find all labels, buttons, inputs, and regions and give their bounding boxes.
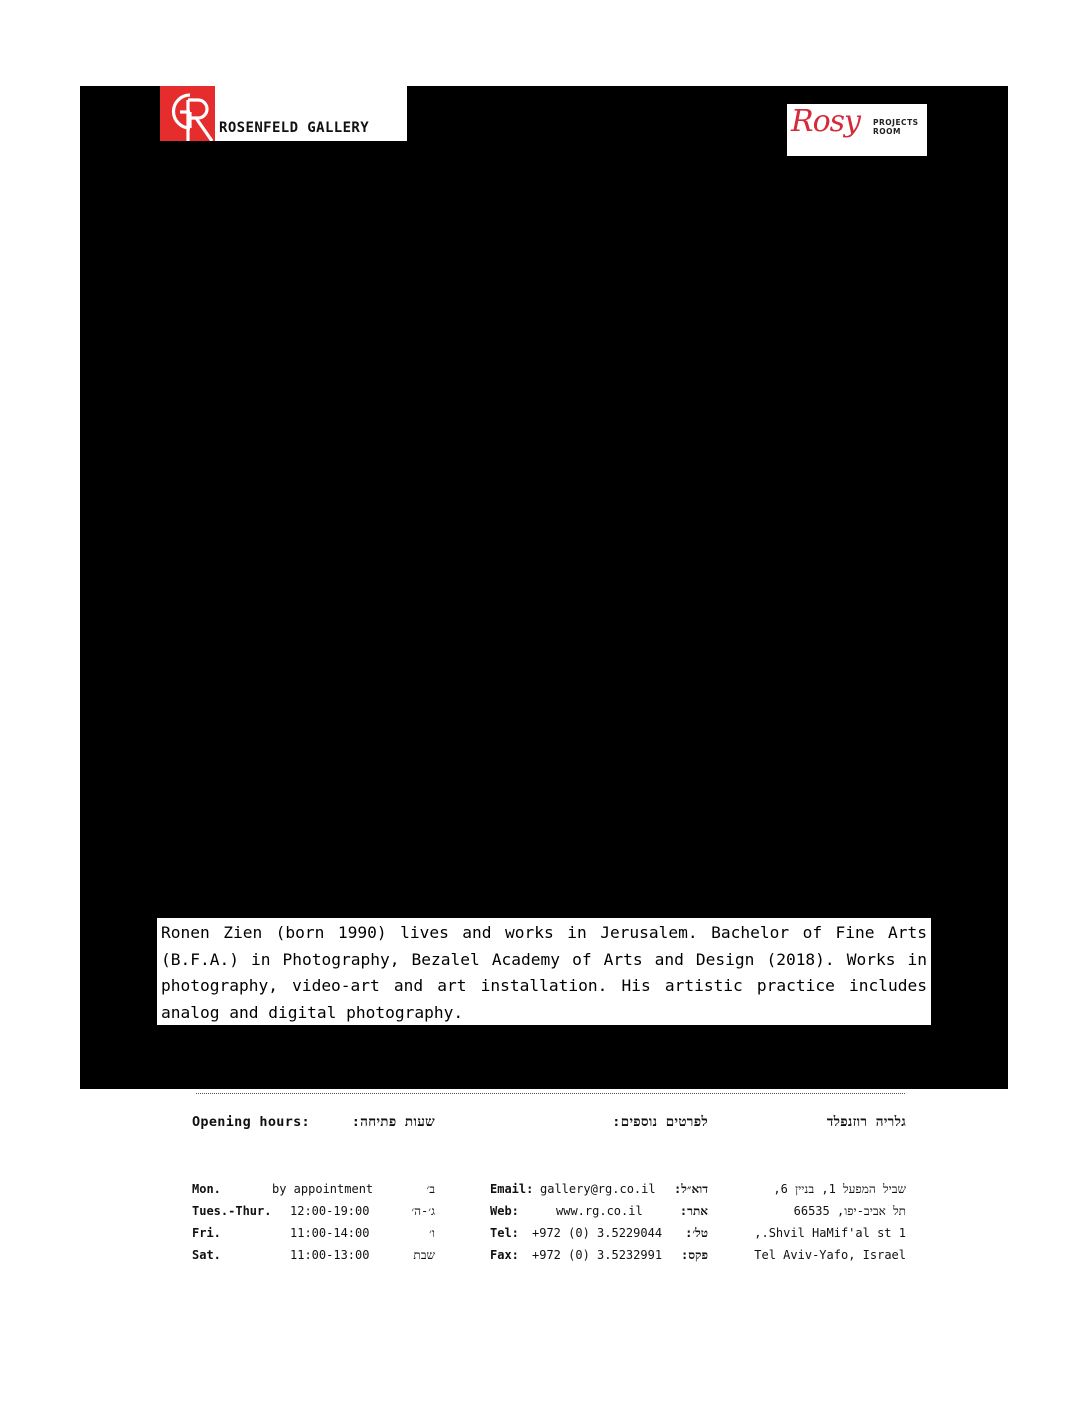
hours-day-en: Tues.-Thur. xyxy=(192,1204,272,1218)
rosy-script-text: Rosy xyxy=(791,104,860,139)
address-line: שביל המפעל 1, בניין 6, xyxy=(773,1182,906,1196)
website-link[interactable]: www.rg.co.il xyxy=(556,1204,643,1218)
hours-time: 12:00-19:00 xyxy=(290,1204,370,1218)
address-line: Tel Aviv-Yafo, Israel xyxy=(754,1248,906,1262)
hours-day-he: ו׳ xyxy=(429,1226,435,1240)
artist-bio-text: Ronen Zien (born 1990) lives and works in Jerusalem. Bachelor of Fine Arts (B.F.A.) in Photography, Bezalel Academy of Arts and Design (2018). Works in photography, video-art and art installation. His artistic practice includes analog and digital photography. xyxy=(161,923,927,1022)
hours-day-he: ג׳-ה׳ xyxy=(411,1204,435,1218)
rg-monogram-icon xyxy=(160,86,215,141)
artist-bio-box xyxy=(157,918,931,1025)
rosy-sub-line-1: PROJECTS xyxy=(873,118,919,127)
contact-label-he: דוא״ל: xyxy=(674,1182,708,1196)
hours-time: by appointment xyxy=(272,1182,374,1196)
rosy-sub-text xyxy=(873,118,923,136)
contact-label-he: טל׳: xyxy=(685,1226,708,1240)
more-details-heading-he: לפרטים נוספים: xyxy=(612,1114,708,1130)
address-line: 1 Shvil HaMif'al st., xyxy=(754,1226,906,1240)
contact-label-en: Web: xyxy=(490,1204,519,1218)
contact-label-en: Email: xyxy=(490,1182,534,1196)
hours-time: 11:00-14:00 xyxy=(290,1226,370,1240)
contact-label-he: אתר: xyxy=(679,1204,708,1218)
opening-hours-heading-en: Opening hours: xyxy=(192,1114,310,1130)
address-line: תל אביב-יפו, 66535 xyxy=(793,1204,906,1218)
contact-label-en: Tel: xyxy=(490,1226,519,1240)
gallery-logo-text: ROSENFELD GALLERY xyxy=(219,120,370,136)
hours-day-en: Mon. xyxy=(192,1182,221,1196)
rosenfeld-gallery-logo xyxy=(160,86,407,141)
rosy-projects-room-logo xyxy=(787,104,927,156)
contact-label-he: פקס: xyxy=(681,1248,708,1262)
contact-label-en: Fax: xyxy=(490,1248,519,1262)
hours-day-en: Fri. xyxy=(192,1226,221,1240)
hours-day-en: Sat. xyxy=(192,1248,221,1262)
opening-hours-heading-he: שעות פתיחה: xyxy=(351,1114,435,1130)
gallery-name-he: גלריה רוזנפלד xyxy=(826,1114,906,1130)
phone-number: +972 (0) 3.5229044 xyxy=(532,1226,663,1240)
rosy-sub-line-2: ROOM xyxy=(873,127,901,136)
hours-day-he: ב׳ xyxy=(426,1182,435,1196)
footer-divider xyxy=(196,1093,905,1094)
fax-number: +972 (0) 3.5232991 xyxy=(532,1248,663,1262)
email-link[interactable]: gallery@rg.co.il xyxy=(540,1182,656,1196)
hours-day-he: שבת xyxy=(413,1248,435,1262)
hours-time: 11:00-13:00 xyxy=(290,1248,370,1262)
